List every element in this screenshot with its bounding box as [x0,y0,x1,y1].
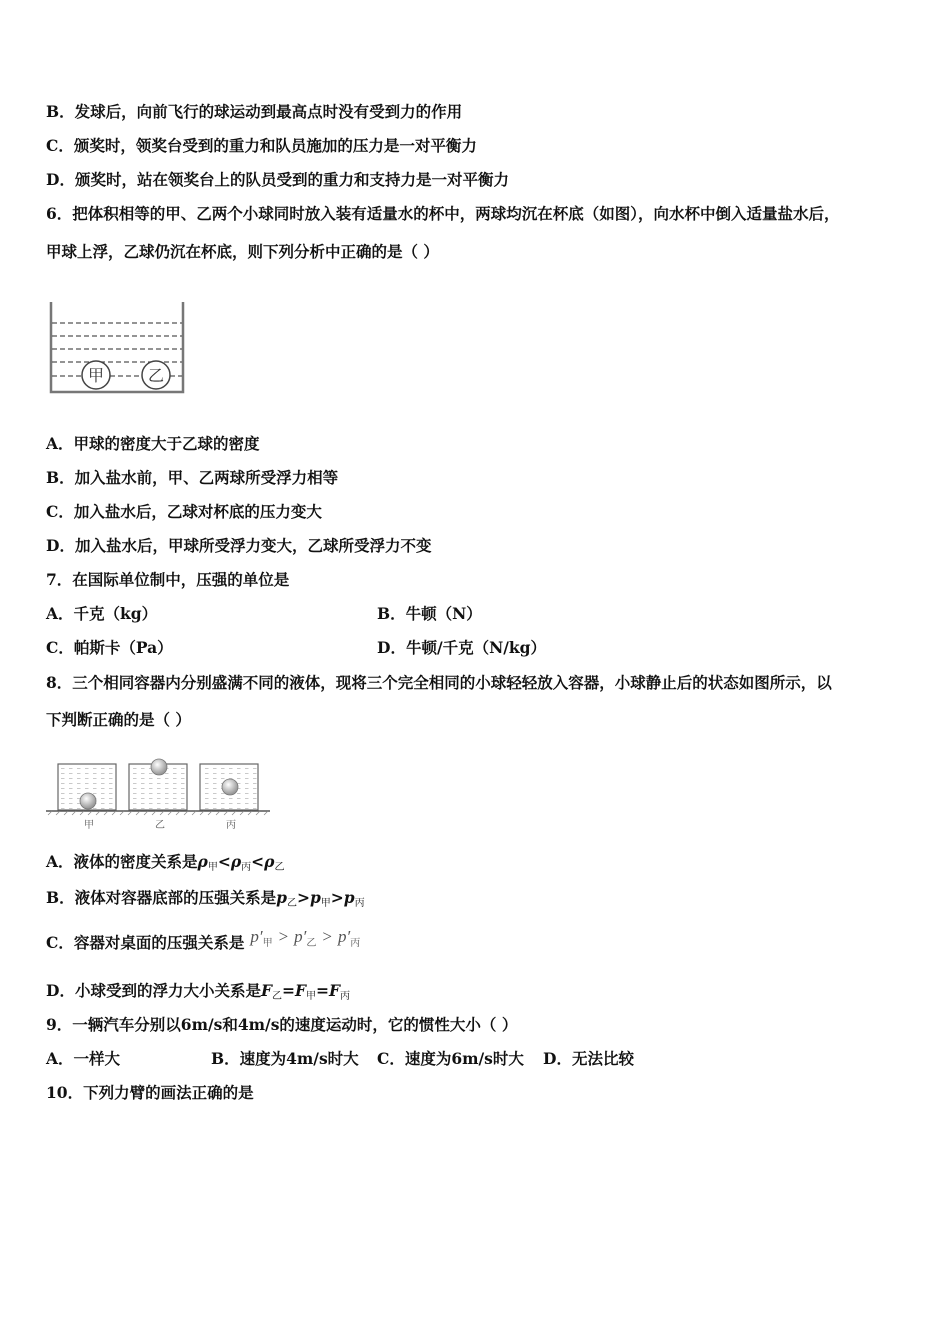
sub-jia: 甲 [320,898,331,909]
operator: > [296,888,310,907]
rho-symbol: ρ [230,852,242,871]
q9-stem: 9．一辆汽车分别以6m/s和4m/s的速度运动时，它的惯性大小（ ） [46,1015,518,1034]
ball-yi-label: 乙 [147,366,165,385]
operator: = [315,981,329,1000]
q7-option-c: C．帕斯卡（Pa） [46,638,173,657]
q6-cup-figure [46,296,191,402]
operator: = [281,981,295,1000]
q6-stem-line2: 甲球上浮，乙球仍沉在杯底，则下列分析中正确的是（ ） [46,242,439,261]
pressure-formula [250,927,361,949]
q6-stem-line1: 6．把体积相等的甲、乙两个小球同时放入装有适量水的杯中，两球均沉在杯底（如图），向水杯中倒入适量盐水后， [46,204,840,223]
q9-option-c: C．速度为6m/s时大 [377,1049,524,1068]
q8-containers-figure [44,756,274,834]
q8-stem-line2: 下判断正确的是（ ） [46,710,191,729]
rho-symbol: ρ [264,852,275,871]
q5-option-c: C．颁奖时，领奖台受到的重力和队员施加的压力是一对平衡力 [46,136,477,155]
f-symbol: F [328,981,340,1000]
q8-stem-line1: 8．三个相同容器内分别盛满不同的液体，现将三个完全相同的小球轻轻放入容器，小球静止后的状态如图所示，以 [46,673,832,692]
q6-option-c: C．加入盐水后，乙球对杯底的压力变大 [46,502,322,521]
p-prime-symbol: p′ [337,927,351,946]
q8-option-a-text: A．液体的密度关系是 [46,852,198,871]
sub-bing: 丙 [350,938,361,949]
q8-option-d [46,981,350,1007]
q9-option-a: A．一样大 [46,1049,121,1068]
q7-stem: 7．在国际单位制中，压强的单位是 [46,570,290,589]
operator: < [217,852,231,871]
ball-container-jia [80,793,96,809]
q8-option-d-text: D．小球受到的浮力大小关系是 [46,981,261,1000]
q8-option-c-text: C．容器对桌面的压强关系是 [46,933,245,952]
q8-option-b [46,888,365,914]
operator: < [251,852,265,871]
p-symbol: p [276,888,287,907]
q8-option-b-text: B．液体对容器底部的压强关系是 [46,888,277,907]
q7-option-d: D．牛顿/千克（N/kg） [377,638,547,657]
q5-option-b: B．发球后，向前飞行的球运动到最高点时没有受到力的作用 [46,102,463,121]
f-symbol: F [294,981,306,1000]
operator: > [330,888,344,907]
container-yi-label: 乙 [155,820,165,831]
q6-option-a: A．甲球的密度大于乙球的密度 [46,434,260,453]
p-symbol: p [309,888,321,907]
q6-option-d: D．加入盐水后，甲球所受浮力变大，乙球所受浮力不变 [46,536,432,555]
sub-yi: 乙 [286,898,297,909]
container-bing-label: 丙 [226,820,236,831]
operator: > [322,927,332,946]
ball-container-yi [151,759,167,775]
q7-option-b: B．牛顿（N） [377,604,482,623]
q9-option-d: D．无法比较 [543,1049,634,1068]
q5-option-d: D．颁奖时，站在领奖台上的队员受到的重力和支持力是一对平衡力 [46,170,509,189]
sub-jia: 甲 [207,862,218,873]
sub-bing: 丙 [241,862,252,873]
ball-container-bing [222,779,238,795]
sub-jia: 甲 [305,991,316,1002]
sub-yi: 乙 [306,938,317,949]
container-jia-label: 甲 [84,820,94,831]
operator: > [278,927,289,946]
sub-yi: 乙 [274,862,285,873]
q7-options-row1 [46,604,157,624]
q9-option-b: B．速度为4m/s时大 [211,1049,359,1068]
sub-yi: 乙 [271,991,282,1002]
ball-jia-label: 甲 [87,366,105,385]
p-prime-symbol: p′ [294,927,307,946]
p-symbol: p [343,888,355,907]
sub-bing: 丙 [340,991,350,1002]
q6-option-b: B．加入盐水前，甲、乙两球所受浮力相等 [46,468,339,487]
rho-symbol: ρ [197,852,208,871]
f-symbol: F [260,981,272,1000]
q10-stem: 10．下列力臂的画法正确的是 [46,1083,254,1102]
p-prime-symbol: p′ [250,927,263,946]
q8-option-c [46,927,361,960]
sub-jia: 甲 [262,938,273,949]
q8-option-a [46,852,284,878]
sub-bing: 丙 [354,898,365,909]
q7-option-a: A．千克（kg） [46,604,158,623]
